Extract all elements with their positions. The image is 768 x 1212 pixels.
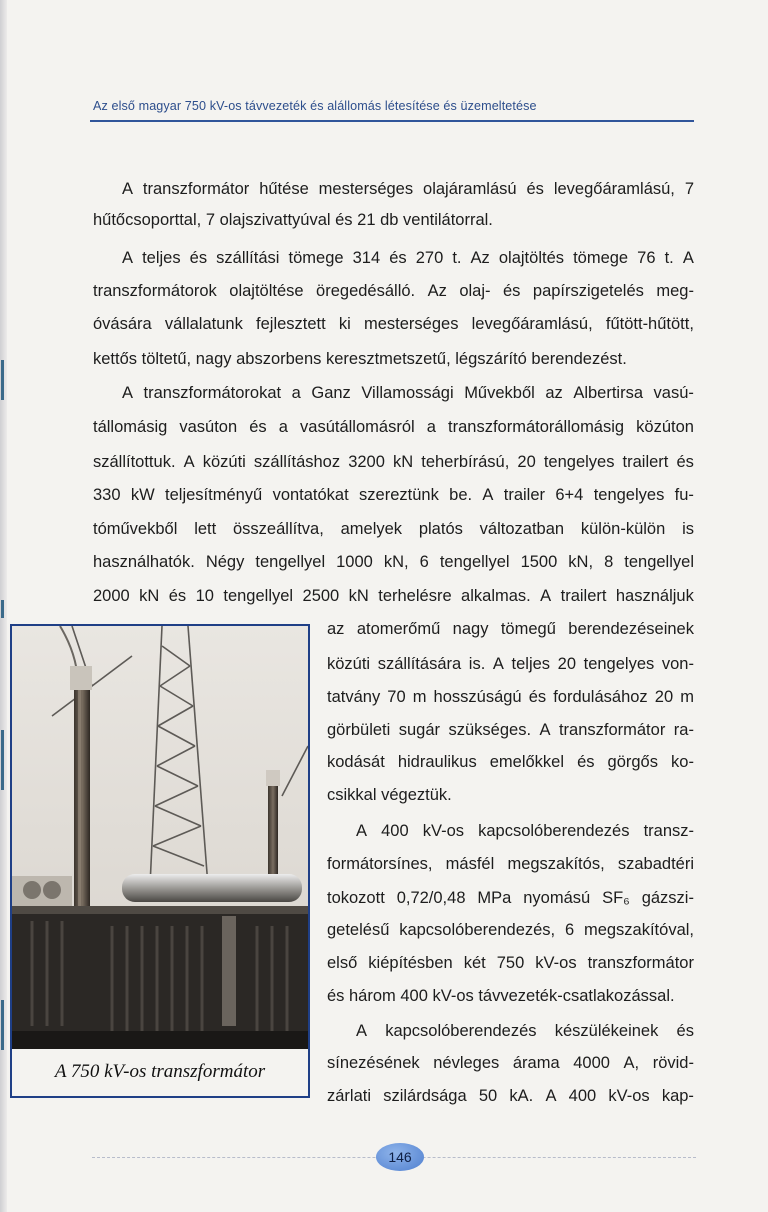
- body-line: szállítottuk. A közúti szállításhoz 3200 kN teherbírású, 20 tengelyes trailert és: [93, 453, 694, 471]
- page-edge: [0, 0, 7, 1212]
- side-line: getelésű kapcsolóberendezés, 6 megszakítóval,: [327, 921, 694, 939]
- side-line: kodását hidraulikus emelőkkel és görgős ko-: [327, 753, 694, 771]
- body-line: használhatók. Négy tengellyel 1000 kN, 6 tengellyel 1500 kN, 8 tengellyel: [93, 553, 694, 571]
- side-line: A 400 kV-os kapcsolóberendezés transz-: [356, 822, 694, 840]
- body-line: 330 kW teljesítményű vontatókat szereztünk be. A trailer 6+4 tengelyes fu-: [93, 486, 694, 504]
- header-rule: [90, 120, 694, 122]
- body-line: 2000 kN és 10 tengellyel 2500 kN terhelésre alkalmas. A trailert használjuk: [93, 587, 694, 605]
- body-line: transzformátorok olajtöltése öregedésálló. Az olaj- és papírszigetelés meg-: [93, 282, 694, 300]
- body-line: A transzformátorokat a Ganz Villamossági Művekből az Albertirsa vasú-: [122, 384, 694, 402]
- figure-caption: A 750 kV-os transzformátor: [54, 1060, 266, 1082]
- body-line: óvására vállalatunk fejlesztett ki mesterséges levegőáramlású, fűtött-hűtött,: [93, 315, 694, 333]
- edge-streak: [1, 1000, 4, 1050]
- page-number: 146: [376, 1143, 424, 1171]
- transformer-figure: [10, 624, 310, 1098]
- body-line: A teljes és szállítási tömege 314 és 270 t. Az olajtöltés tömege 76 t. A: [122, 249, 694, 267]
- running-header: Az első magyar 750 kV-os távvezeték és alállomás létesítése és üzemeltetése: [93, 99, 537, 113]
- edge-streak: [1, 730, 4, 790]
- transformer-photo: [12, 626, 308, 1049]
- body-line: kettős töltetű, nagy abszorbens keresztmetszetű, légszárító berendezést.: [93, 350, 627, 368]
- edge-streak: [1, 600, 4, 618]
- side-line: csikkal végeztük.: [327, 786, 452, 804]
- side-line: közúti szállítására is. A teljes 20 tengelyes von-: [327, 655, 694, 673]
- body-line: tállomásig vasúton és a vasútállomásról a transzformátorállomásig közúton: [93, 418, 694, 436]
- side-line: sínezésének névleges árama 4000 A, rövid-: [327, 1054, 694, 1072]
- side-line: görbületi sugár szükséges. A transzformátor ra-: [327, 721, 694, 739]
- edge-streak: [1, 360, 4, 400]
- body-line: tóművekből lett összeállítva, amelyek platós változatban külön-külön is: [93, 520, 694, 538]
- side-line: A kapcsolóberendezés készülékeinek és: [356, 1022, 694, 1040]
- side-line: tokozott 0,72/0,48 MPa nyomású SF₆ gázszi-: [327, 889, 694, 907]
- body-line: hűtőcsoporttal, 7 olajszivattyúval és 21 db ventilátorral.: [93, 211, 493, 229]
- side-line: tatvány 70 m hosszúságú és fordulásához 20 m: [327, 688, 694, 706]
- side-line: első kiépítésben két 750 kV-os transzformátor: [327, 954, 694, 972]
- side-line: formátorsínes, másfél megszakítós, szabadtéri: [327, 855, 694, 873]
- side-line: zárlati szilárdsága 50 kA. A 400 kV-os kap-: [327, 1087, 694, 1105]
- body-line: A transzformátor hűtése mesterséges olajáramlású és levegőáramlású, 7: [122, 180, 694, 198]
- side-line: az atomerőmű nagy tömegű berendezéseinek: [327, 620, 694, 638]
- side-line: és három 400 kV-os távvezeték-csatlakozással.: [327, 987, 675, 1005]
